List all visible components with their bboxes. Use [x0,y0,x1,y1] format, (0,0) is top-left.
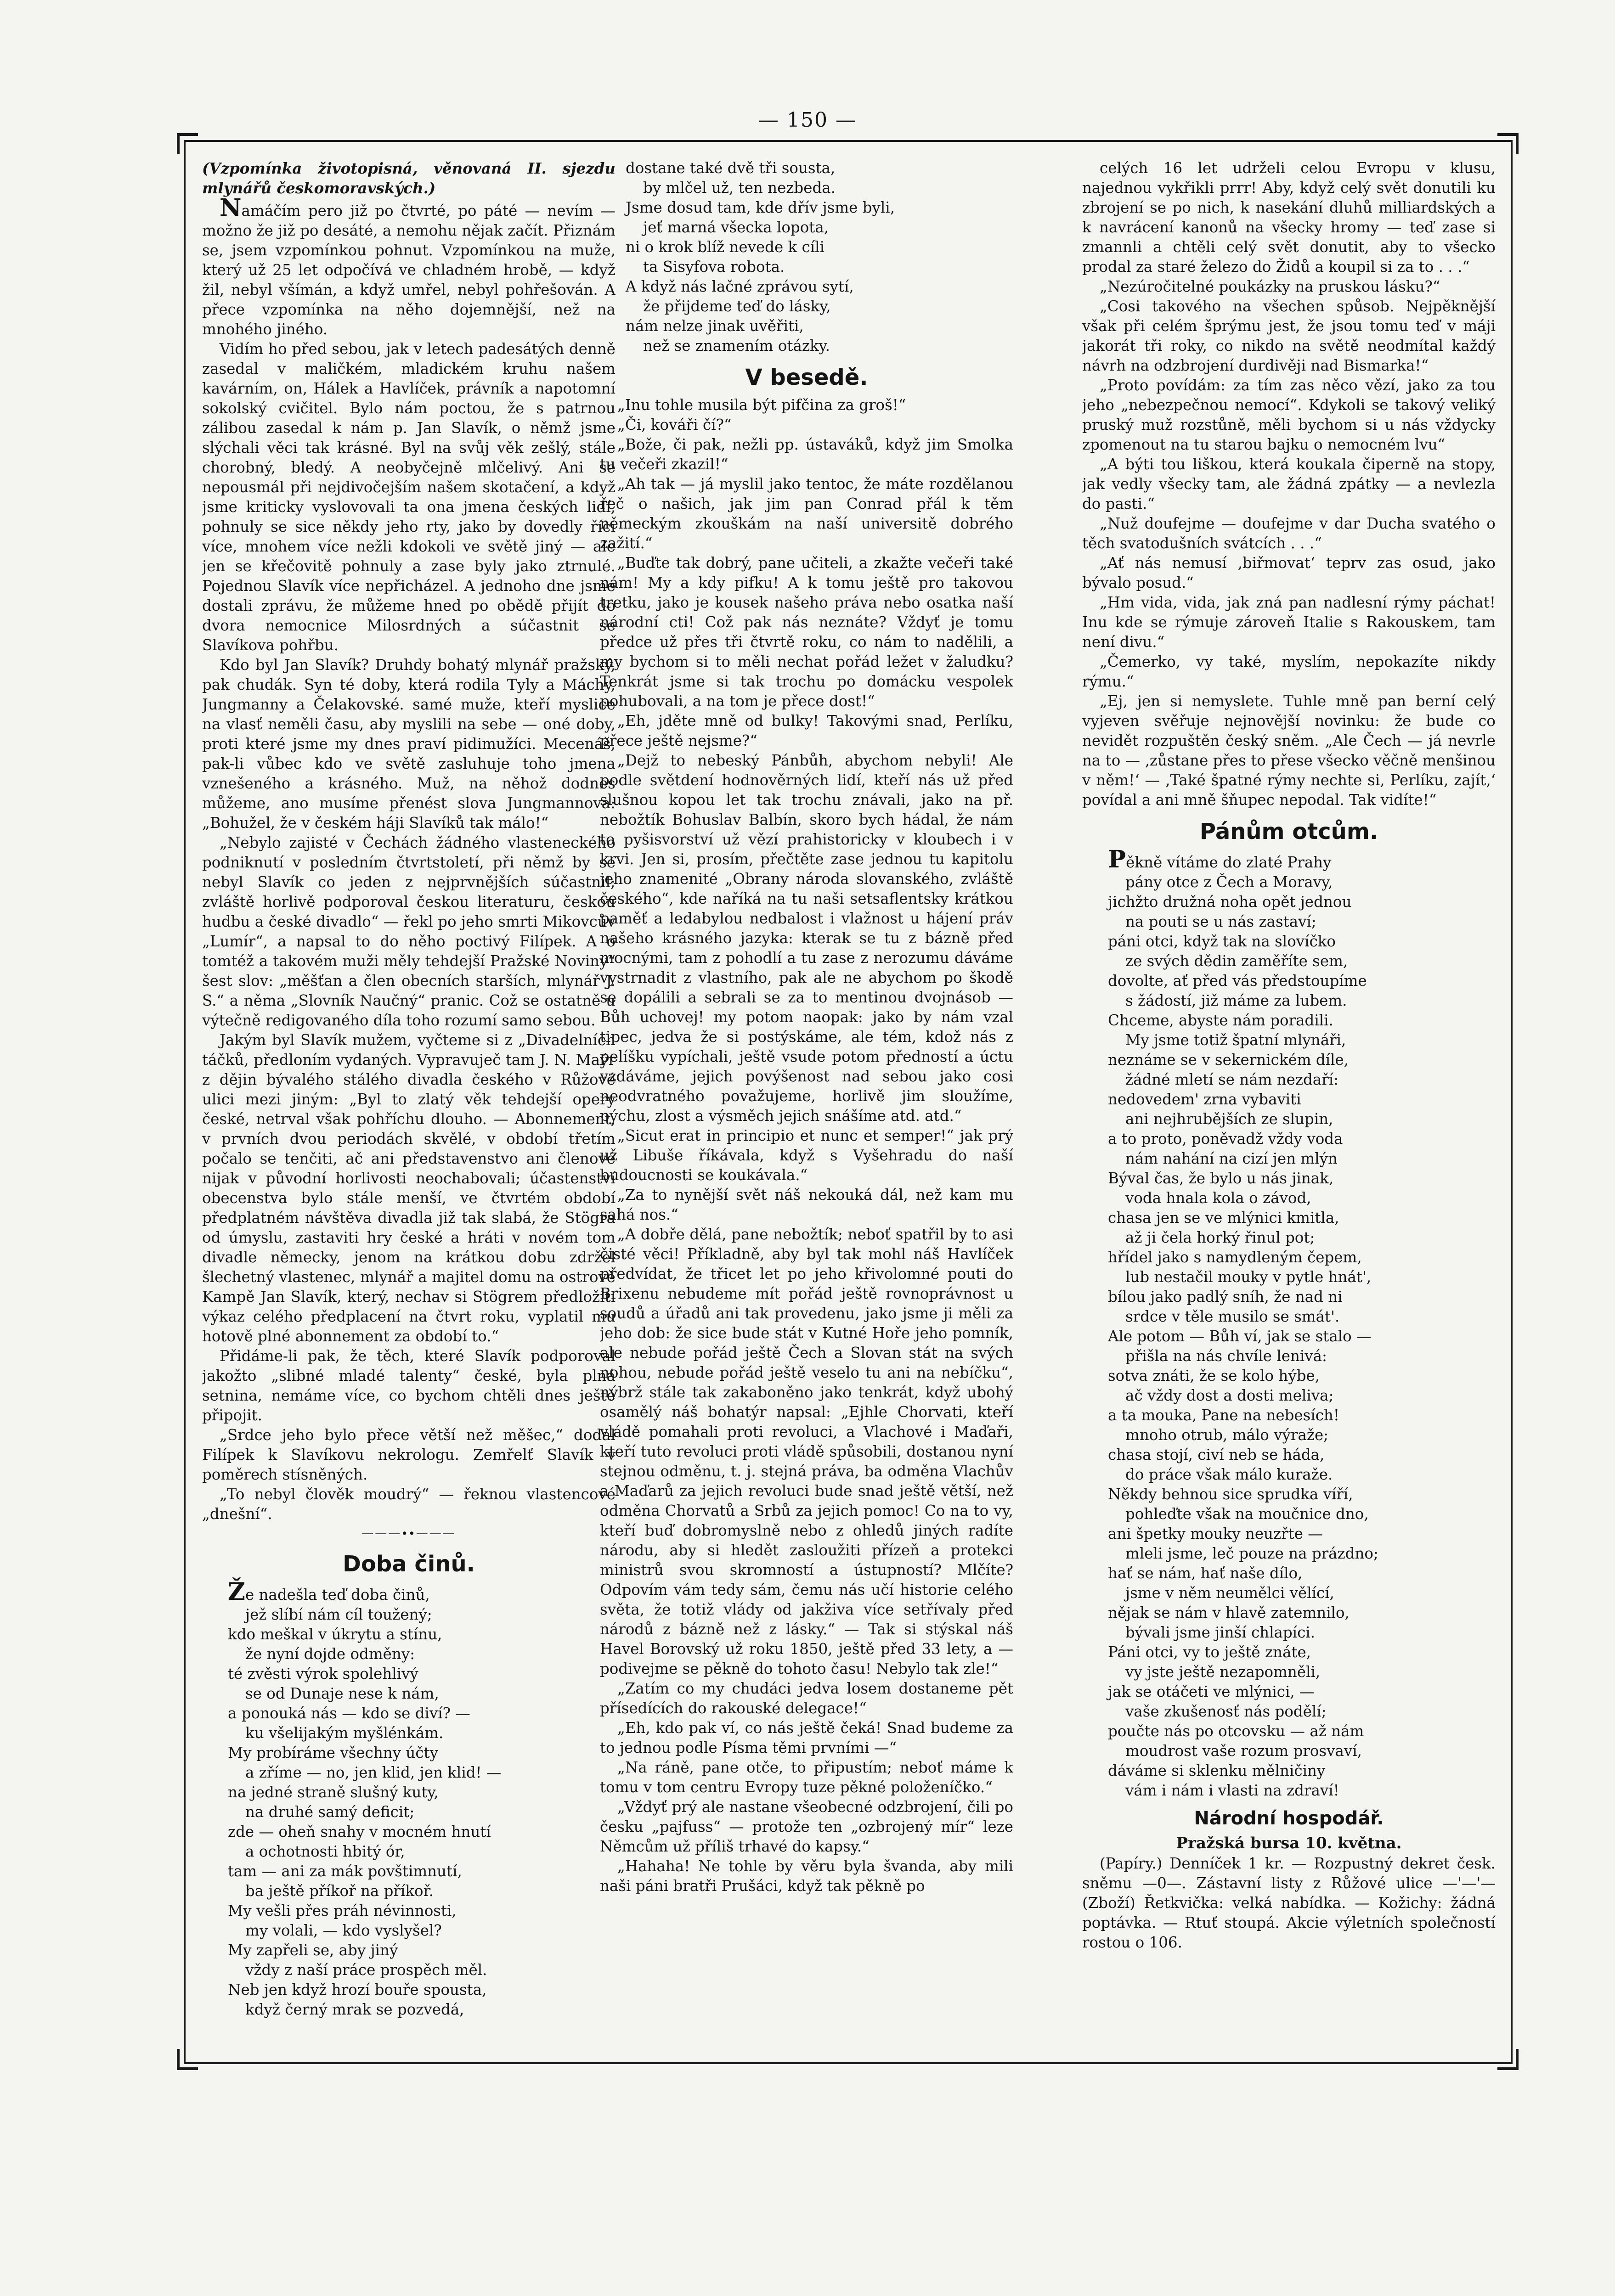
poem-line: hať se nám, hať naše dílo, [1108,1564,1303,1582]
frame-corner-ornament [1497,133,1519,154]
dialogue-paragraph: „Hm vida, vida, jak zná pan nadlesní rýmy páchat! Inu kde se rýmuje zároveň Italie s Rakouskem, tam není divu.“ [1082,594,1496,651]
poem-line: a ochotnosti hbitý ór, [245,1843,405,1860]
article-intro: (Vzpomínka životopisná, věnovaná II. sjezdu mlynářů českomoravských.) [202,159,616,197]
poem-line: My probíráme všechny účty [228,1744,438,1761]
poem-line: Páni otci, vy to ještě znáte, [1108,1643,1311,1661]
poem-line: srdce v těle musilo se smát'. [1125,1308,1340,1325]
section-subheading: Pražská bursa 10. května. [1176,1834,1402,1852]
article-paragraph: „Srdce jeho bylo přece větší než měšec,“ dodal Filípek k Slavíkovu nekrologu. Zemřelť Slavík v poměrech stísněných. [202,1426,616,1483]
article-paragraph: „To nebyl člověk moudrý“ — řeknou vlastencové „dnešní“. [202,1486,616,1523]
poem-line: na druhé samý deficit; [245,1803,415,1821]
poem-line: s žádostí, již máme za lubem. [1125,992,1347,1009]
poem-line: Neb jen když hrozí bouře spousta, [228,1981,487,1998]
frame-corner-ornament [177,133,198,154]
poem-line: zde — oheň snahy v mocném hnutí [228,1823,491,1840]
dialogue-continuation [1082,158,1496,810]
poem-line: dáváme si sklenku mělničiny [1108,1762,1326,1779]
poem-line: páni otci, když tak na slovíčko [1108,933,1336,950]
poem-line: když černý mrak se pozvedá, [245,2001,464,2018]
poem-line: tam — ani za mák povštimnutí, [228,1863,462,1880]
dialogue-paragraph: „Čemerko, vy také, myslím, nepokazíte nikdy rýmu.“ [1082,653,1496,690]
poem-line: vždy z naší práce prospěch měl. [245,1961,487,1979]
poem-line: že přijdeme teď do lásky, [643,298,831,315]
dialogue-paragraph: „Na ráně, pane otče, to připustím; neboť máme k tomu v tom centru Evropy tuze pěkné položeníčko.“ [600,1759,1013,1796]
dialogue-paragraph: „Či, kováři čí?“ [617,416,732,433]
poem-line: a zříme — no, jen klid, jen klid! — [245,1764,502,1781]
poem-line: vám i nám i vlasti na zdraví! [1125,1782,1339,1799]
dialogue-paragraph: „Hahaha! Ne tohle by věru byla švanda, aby mili naši páni bratři Prušáci, když tak pěkně po [600,1857,1013,1895]
poem-line: voda hnala kola o závod, [1125,1189,1311,1207]
poem-line: sotva znáti, že se kolo hýbe, [1108,1367,1320,1384]
poem-line: my volali, — kdo vyslyšel? [245,1922,442,1939]
poem-line: přišla na nás chvíle lenivá: [1125,1347,1327,1365]
poem-line: té zvěsti výrok spolehlivý [228,1665,418,1683]
poem-line: a ta mouka, Pane na nebesích! [1108,1407,1339,1424]
poem-line: Někdy behnou sice sprudka víří, [1108,1486,1353,1503]
frame-corner-ornament [1497,2049,1519,2070]
poem-continuation [600,158,1013,356]
poem-line: ba ještě příkoř na příkoř. [245,1882,434,1900]
dialogue-paragraph: „Za to nynější svět náš nekouká dál, než kam mu sahá nos.“ [600,1186,1013,1223]
dialogue-paragraph: „Vždyť prý ale nastane všeobecné odzbrojení, čili po česku „pajfuss“ — protože ten „ozbrojený mír“ leze Němcům už příliš trhavé do kapsy.“ [600,1798,1013,1855]
poem-line: až ji čela horký řinul pot; [1125,1229,1315,1246]
poem-line: na pouti se u nás zastaví; [1125,913,1316,930]
poem-line: chasa jen se ve mlýnici kmitla, [1108,1209,1339,1227]
poem-line: kdo meškal v úkrytu a stínu, [228,1626,442,1643]
poem-line: jež slíbí nám cíl toužený; [245,1606,432,1623]
frame-corner-ornament [177,2049,198,2070]
poem-line: ani nejhrubějších ze slupin, [1125,1110,1333,1128]
dialogue-paragraph: „Eh, kdo pak ví, co nás ještě čeká! Snad budeme za to jednou podle Písma těmi prvními —“ [600,1719,1013,1756]
market-report: (Papíry.) Denníček 1 kr. — Rozpustný dekret česk. sněmu —0—. Zástavní listy z Růžové ulice —'—'— (Zboží) Řetkvička: velká nabídka. — Kožichy: žádná poptávka. — Rtuť stoupá. Akcie výletních společností rostou o 106. [1082,1855,1496,1951]
poem-line: a ponouká nás — kdo se diví? — [228,1705,470,1722]
dialogue-paragraph: „Cosi takového na všechen spůsob. Nejpěknější však při celém šprýmu jest, že jsou tomu teď v máji jakorát tři roky, co nikdo na světě neodmítal každý návrh na odzbrojení durdivěji nad Bismarka!“ [1082,298,1496,374]
dialogue-paragraph: „Ať nás nemusí ‚biřmovat‘ teprv zas osud, jako bývalo posud.“ [1082,554,1496,591]
poem-line: bývali jsme jinší chlapíci. [1125,1624,1315,1641]
poem-line: Ale potom — Bůh ví, jak se stalo — [1108,1328,1372,1345]
poem-line: poučte nás po otcovsku — až nám [1108,1722,1364,1740]
dialogue-paragraph: „Nezúročitelné poukázky na pruskou lásku?“ [1100,278,1440,295]
poem-line: dostane také dvě tři sousta, [626,159,836,177]
article-paragraph: „Nebylo zajisté v Čechách žádného vlasteneckého podniknutí v posledním čtvrtstoletí, při němž by se nebyl Slavík co jeden z nejprvnějších súčastnil; zvláště horlivě podporoval českou literaturu, českou hudbu a české divadlo“ — řekl po jeho smrti Mikovcův „Lumír“, a napsal to do něho poctivý Filípek. A o tomtéž a takovém muži měly tehdejší Pražské Noviny“ šest slov: „měšťan a člen obecních starších, mlynář J. S.“ a něma „Slovník Naučný“ pranic. Což se ostatně u výtečně redigovaného díla toho rozumí samo sebou. [202,834,616,1029]
poem-line: Býval čas, že bylo u nás jinak, [1108,1170,1334,1187]
page-number: — 150 — [758,108,857,132]
poem-line: ta Sisyfova robota. [643,258,785,276]
dialogue-paragraph: „Buďte tak dobrý, pane učiteli, a zkažte večeři také nám! My a kdy pifku! A k tomu ještě pro takovou tretku, jako je kousek našeho práva nebo osatka naší národní cti! Což pak nás neznáte? Vždyť je tomu předce už přes tři čtvrtě roku, co nám to nadělili, a my bychom si to měli nechat pořád ležet v žaludku? Tenkrát jsme si tak trochu po domácku vespolek pohubovali, a na tom je přece dost!“ [600,554,1013,710]
poem-line: Pěkně vítáme do zlaté Prahy [1108,845,1332,873]
poem-line: by mlčel už, ten nezbeda. [643,179,836,197]
section-divider: ———∙∙——— [361,1526,456,1540]
poem-line: žádné mletí se nám nezdaří: [1125,1071,1339,1088]
poem-line: jichžto družná noha opět jednou [1108,893,1352,911]
poem-line: ani špetky mouky neuzřte — [1108,1525,1323,1542]
dialogue-paragraph: „Bože, či pak, nežli pp. ústaváků, když jim Smolka tu večeři zkazil!“ [600,436,1013,473]
dialogue-paragraph: „Zatím co my chudáci jedva losem dostaneme pět přísedících do rakouské delegace!“ [600,1680,1013,1717]
dialogue-paragraph: „Dejž to nebeský Pánbůh, abychom nebyli! Ale podle světdení hodnověrných lidí, kteří nás už před slušnou kopou let tak trochu znávali, jako na př. nebožtík Bohuslav Balbín, skoro bych hádal, že nám to pyšisvorství už vězí prahistoricky v kloubech i v krvi. Jen si, prosím, přečtěte zase jednou tu kapitolu jeho znamenité „Obrany národa slovanského, zvláště českého“, kde naříká na tu naši setsaflentsky krátkou paměť a ledabylou nedbalost i vlažnost u hájení práv našeho krásného jazyka: kterak se tu z bázně před mocnými, tam z pohodlí a tu zase z nerozumu dáváme vystrnadit z vlastního, pak ale ne abychom po škodě se dopálili a sebrali se za to mentinou dvojnásob — Bůh uchovej! my potom naopak: jako by nám vzal tipec, jedva že si postýskáme, ale tém, kdož nás z pelíšku vypíchali, ještě vsude potom předností a úctu vzdáváme, jejich povýšenost nad sebou jako cosi neodvratného považujeme, horlivě jim sloužíme, pýchu, zlost a výsměch jejich snášíme atd. atd.“ [600,752,1013,1125]
dialogue-paragraph: „Nuž doufejme — doufejme v dar Ducha svatého o těch svatodušních svátcích . . .“ [1082,515,1496,552]
poem-line: jsme v něm neumělci vělící, [1125,1584,1334,1602]
poem-line: nedovedem' zrna vybaviti [1108,1091,1301,1108]
article-paragraph: Vidím ho před sebou, jak v letech padesátých denně zasedal v maličkém, mladickém kruhu našem kavárním, on, Hálek a Havlíček, právník a napotomní sokolský cvičitel. Bylo nám poctou, že s patrnou zálibou zasedal k nám p. Jan Slavík, o němž jsme slýchali věci tak krásné. Byl na svůj věk zešlý, stále chorobný, bledý. A neobyčejně mlčelivý. Ani se nepousmál při nejdivočejším našem skotačení, a když jsme kriticky vyslovovali ta ona jmena českých lidí, pohnuly se sice někdy jeho rty, jako by dovedly říci více, mnohem více nežli kdokoli ve světě jiný — ale jen se křečovitě pohnuly a zase byly jako ztrnulé. Pojednou Slavík více nepřicházel. A jednoho dne jsme dostali zprávu, že můžeme hned po obědě přijít do dvora nemocnice Milosrdných a súčastnit se Slavíkova pohřbu. [202,340,616,654]
poem-line: hřídel jako s namydleným čepem, [1108,1249,1362,1266]
poem-line: mnoho otrub, málo výraže; [1125,1426,1329,1444]
dialogue-paragraph: „Proto povídám: za tím zas něco vězí, jako za tou jeho „nebezpečnou nemocí“. Kdykoli se takový veliký pruský muž rozstůně, měli bychom si u nás vždycky zpomenout na tu starou bajku o nemocném lvu“ [1082,377,1496,453]
dialogue-paragraph: celých 16 let udrželi celou Evropu v klusu, najednou vykřikli prrr! Aby, když celý svět donutili ku zbrojení se po nich, k nasekání dluhů milliardských a k navrácení kanonů na všecky hromy — teď zase si zmannli a chtěli celý svět donutit, aby to všecko prodal za staré železo do Židů a koupil si za to . . .“ [1082,159,1496,276]
poem-line: Jsme dosud tam, kde dřív jsme byli, [626,199,895,216]
poem-line: chasa stojí, civí neb se háda, [1108,1446,1325,1463]
poem-line: ku všelijakým myšlénkám. [245,1724,444,1742]
article-paragraph: Namáčím pero již po čtvrté, po páté — nevím — možno že již po desáté, a nemohu nějak začít. Přiznám se, jsem vzpomínkou pohnut. Vzpomínkou na muže, který už 25 let odpočívá ve chladném hrobě, — když žil, nebyl všímán, a když umřel, nebyl pohřešován. A přece vzpomínka na něho dojemnější, než na mnohého jiného. [202,194,616,338]
left-column [202,158,616,2046]
poem-line: vaše zkušenosť nás podělí; [1125,1703,1327,1720]
poem-line: ze svých dědin zaměříte sem, [1125,952,1348,970]
poem-line: nám nahání na cizí jen mlýn [1125,1150,1338,1167]
poem-line: My jsme totiž špatní mlynáři, [1125,1031,1346,1049]
right-column [1082,158,1496,2046]
poem-line: Že nadešla teď doba činů, [228,1578,430,1606]
dialogue [600,395,1013,1896]
poem-line: neznáme se v sekernickém díle, [1108,1051,1349,1069]
poem-line: mleli jsme, leč pouze na prázdno; [1125,1545,1378,1562]
poem-line: než se znamením otázky. [643,337,830,355]
poem-line: ni o krok blíž nevede k cíli [626,238,824,256]
poem-line: nám nelze jinak uvěřiti, [626,317,804,335]
poem-title: Doba činů. [343,1551,475,1577]
poem-line: na jedné straně slušný kuty, [228,1784,439,1801]
article-paragraph: Přidáme-li pak, že těch, které Slavík podporoval jakožto „slibné mladé talenty“ české, byla plná setnina, nemáme více, co bychom chtěli dnes ještě připojit. [202,1347,616,1424]
poem-title: Pánům otcům. [1199,819,1378,844]
poem [1082,845,1496,1801]
poem-line: ač vždy dost a dosti meliva; [1125,1387,1334,1404]
poem-line: a to proto, poněvadž vždy voda [1108,1130,1343,1148]
poem-line: moudrost vaše rozum prosvaví, [1125,1742,1362,1760]
dialogue-paragraph: „A dobře dělá, pane nebožtík; neboť spatřil by to asi čisté věci! Příkladně, aby byl tak mohl náš Havlíček předvídat, že třicet let po jeho křivolomné pouti do Brixenu nebudeme mít pořád ještě rovnoprávnost u soudů a úřadů ani tak provedenu, jako jsme ji měli za jeho dob: že sice bude stát v Kutné Hoře jeho pomník, ale nebude pořád ještě Čech a Slovan stát na svých nohou, nebude pořád ještě veselo tu ani na nebíčku“, nýbrž stále tak zakaboněno jako tenkrát, když ubohý osamělý náš bohatýr napsal: „Ejhle Chorvati, kteří vládě pomahali proti revoluci, a Vlachové i Maďaři, kteří tuto revoluci proti vládě spůsobili, dostanou nyní stejnou odměnu, t. j. stejná práva, ba odměna Vlachův a Maďarů za jejich revoluci bude snad ještě větší, než odměna Chorvatů a Srbů za jejich pomoc! Co na to vy, kteří buď dobromyslně nebo z ohledů jiných radíte národu, aby si hledět zasloužiti přízeň a protekci ministrů svou skromností a ústupností? Mlčíte? Odpovím vám tedy sám, čemu nás učí historie celého světa, že totiž vlády od jakživa více setřívaly před národů z bázně než z lásky.“ — Tak si stýskal náš Havel Borovský už roku 1850, ještě před 33 lety, a — podivejme se pěkně do tohoto času! Nebylo tak zle!“ [600,1226,1013,1677]
poem-line: pohleďte však na moučnice dno, [1125,1505,1369,1523]
poem-line: jak se otáčeti ve mlýnici, — [1108,1683,1315,1700]
dialogue-paragraph: „Inu tohle musila být pifčina za groš!“ [617,396,906,414]
dialogue-paragraph: „Ah tak — já myslil jako tentoc, že máte rozdělanou řeč o našich, jak jim pan Conrad přál k těm německým zkouškám na naší universitě dobrého zažití.“ [600,475,1013,552]
poem-line: Chceme, abyste nám poradili. [1108,1012,1333,1029]
poem-line: že nyní dojde odměny: [245,1645,415,1663]
dialogue-paragraph: „Ej, jen si nemyslete. Tuhle mně pan berní celý vyjeven svěřuje nejnovější novinku: že bude co nevidět rozpuštěn český sněm. „Ale Čech — já nevrle na to — ‚zůstane přes to přese všecko věčně menšinou v něm!‘ — ‚Také špatné rýmy nechte si, Perlíku, zajít,‘ povídal a ani mně šňupec nepodal. Tak vidíte!“ [1082,692,1496,809]
poem-line: do práce však málo kuraže. [1125,1466,1333,1483]
poem-line: pány otce z Čech a Moravy, [1125,873,1333,891]
section-heading: V besedě. [745,365,868,390]
section-heading: Národní hospodář. [1194,1808,1384,1829]
middle-column [600,158,1013,2046]
dialogue-paragraph: „Sicut erat in principio et nunc et semper!“ jak prý už Libuše říkávala, když s Vyšehradu do naší budoucnosti se koukávala.“ [600,1127,1013,1184]
poem-line: lub nestačil mouky v pytle hnát', [1125,1268,1372,1286]
poem-line: nějak se nám v hlavě zatemnilo, [1108,1604,1350,1621]
poem-line: jeť marná všecka lopota, [643,219,829,236]
poem-line: se od Dunaje nese k nám, [245,1685,439,1702]
poem-line: vy jste ještě nezapomněli, [1125,1663,1321,1681]
poem-line: dovolte, ať před vás předstoupíme [1108,972,1367,990]
dialogue-paragraph: „Eh, jděte mně od bulky! Takovými snad, Perlíku, přece ještě nejsme?“ [600,712,1013,749]
poem-line: My zapřeli se, aby jiný [228,1941,398,1959]
article-paragraph: Kdo byl Jan Slavík? Druhdy bohatý mlynář pražský, pak chudák. Syn té doby, která rodila Tyly a Máchy, Jungmanny a Čelakovské. samé muže, kteří myslice na vlasť neměli času, aby myslili na sebe — oné doby, proti které jsme my dnes praví pidimužíci. Mecenáš, pak-li vůbec kdo ve světě zasluhuje toho jmena vznešeného a krásného. Muž, na něhož dodnes můžeme, ano musíme přenést slova Jungmannova: „Bohužel, že v českém háji Slavíků tak málo!“ [202,656,616,832]
poem-line: My vešli přes práh névinnosti, [228,1902,457,1919]
article-paragraph: Jakým byl Slavík mužem, vyčteme si z „Divadelních táčků, předloním vydaných. Vypravuječ tam J. N. Maýr z dějin bývalého stálého divadla českého v Růžové ulici mezi jiným: „Byl to zlatý věk tehdejší opery české, netrval však pohříchu dlouho. — Abonnement, v prvních dvou periodách skvělé, v období třetím počalo se tenčiti, ač ani představenstvo ani členové nijak v původní horlivosti neochabovali; účastenství obecenstva bylo stále menší, ve čtvrtém období předplatném návštěva divadla již tak slabá, že Stögra od úmyslu, zastaviti hry české a hráti v novém tom divadle německy, jenom na krátkou dobu zdržel šlechetný vlastenec, mlynář a majitel domu na ostrově Kampě Jan Slavík, který, nechav si Stögrem předložiti výkaz celého předplacení na čtvrt roku, vyplatil mu hotově plné abonnement za období to.“ [202,1031,616,1345]
poem-line: bílou jako padlý sníh, že nad ni [1108,1288,1343,1306]
dialogue-paragraph: „A býti tou liškou, která koukala čiperně na stopy, jak vedly všecky tam, ale žádná zpátky — a nevlezla do pasti.“ [1082,456,1496,512]
poem [202,1578,616,2020]
poem-line: A když nás lačné zprávou sytí, [626,278,854,295]
